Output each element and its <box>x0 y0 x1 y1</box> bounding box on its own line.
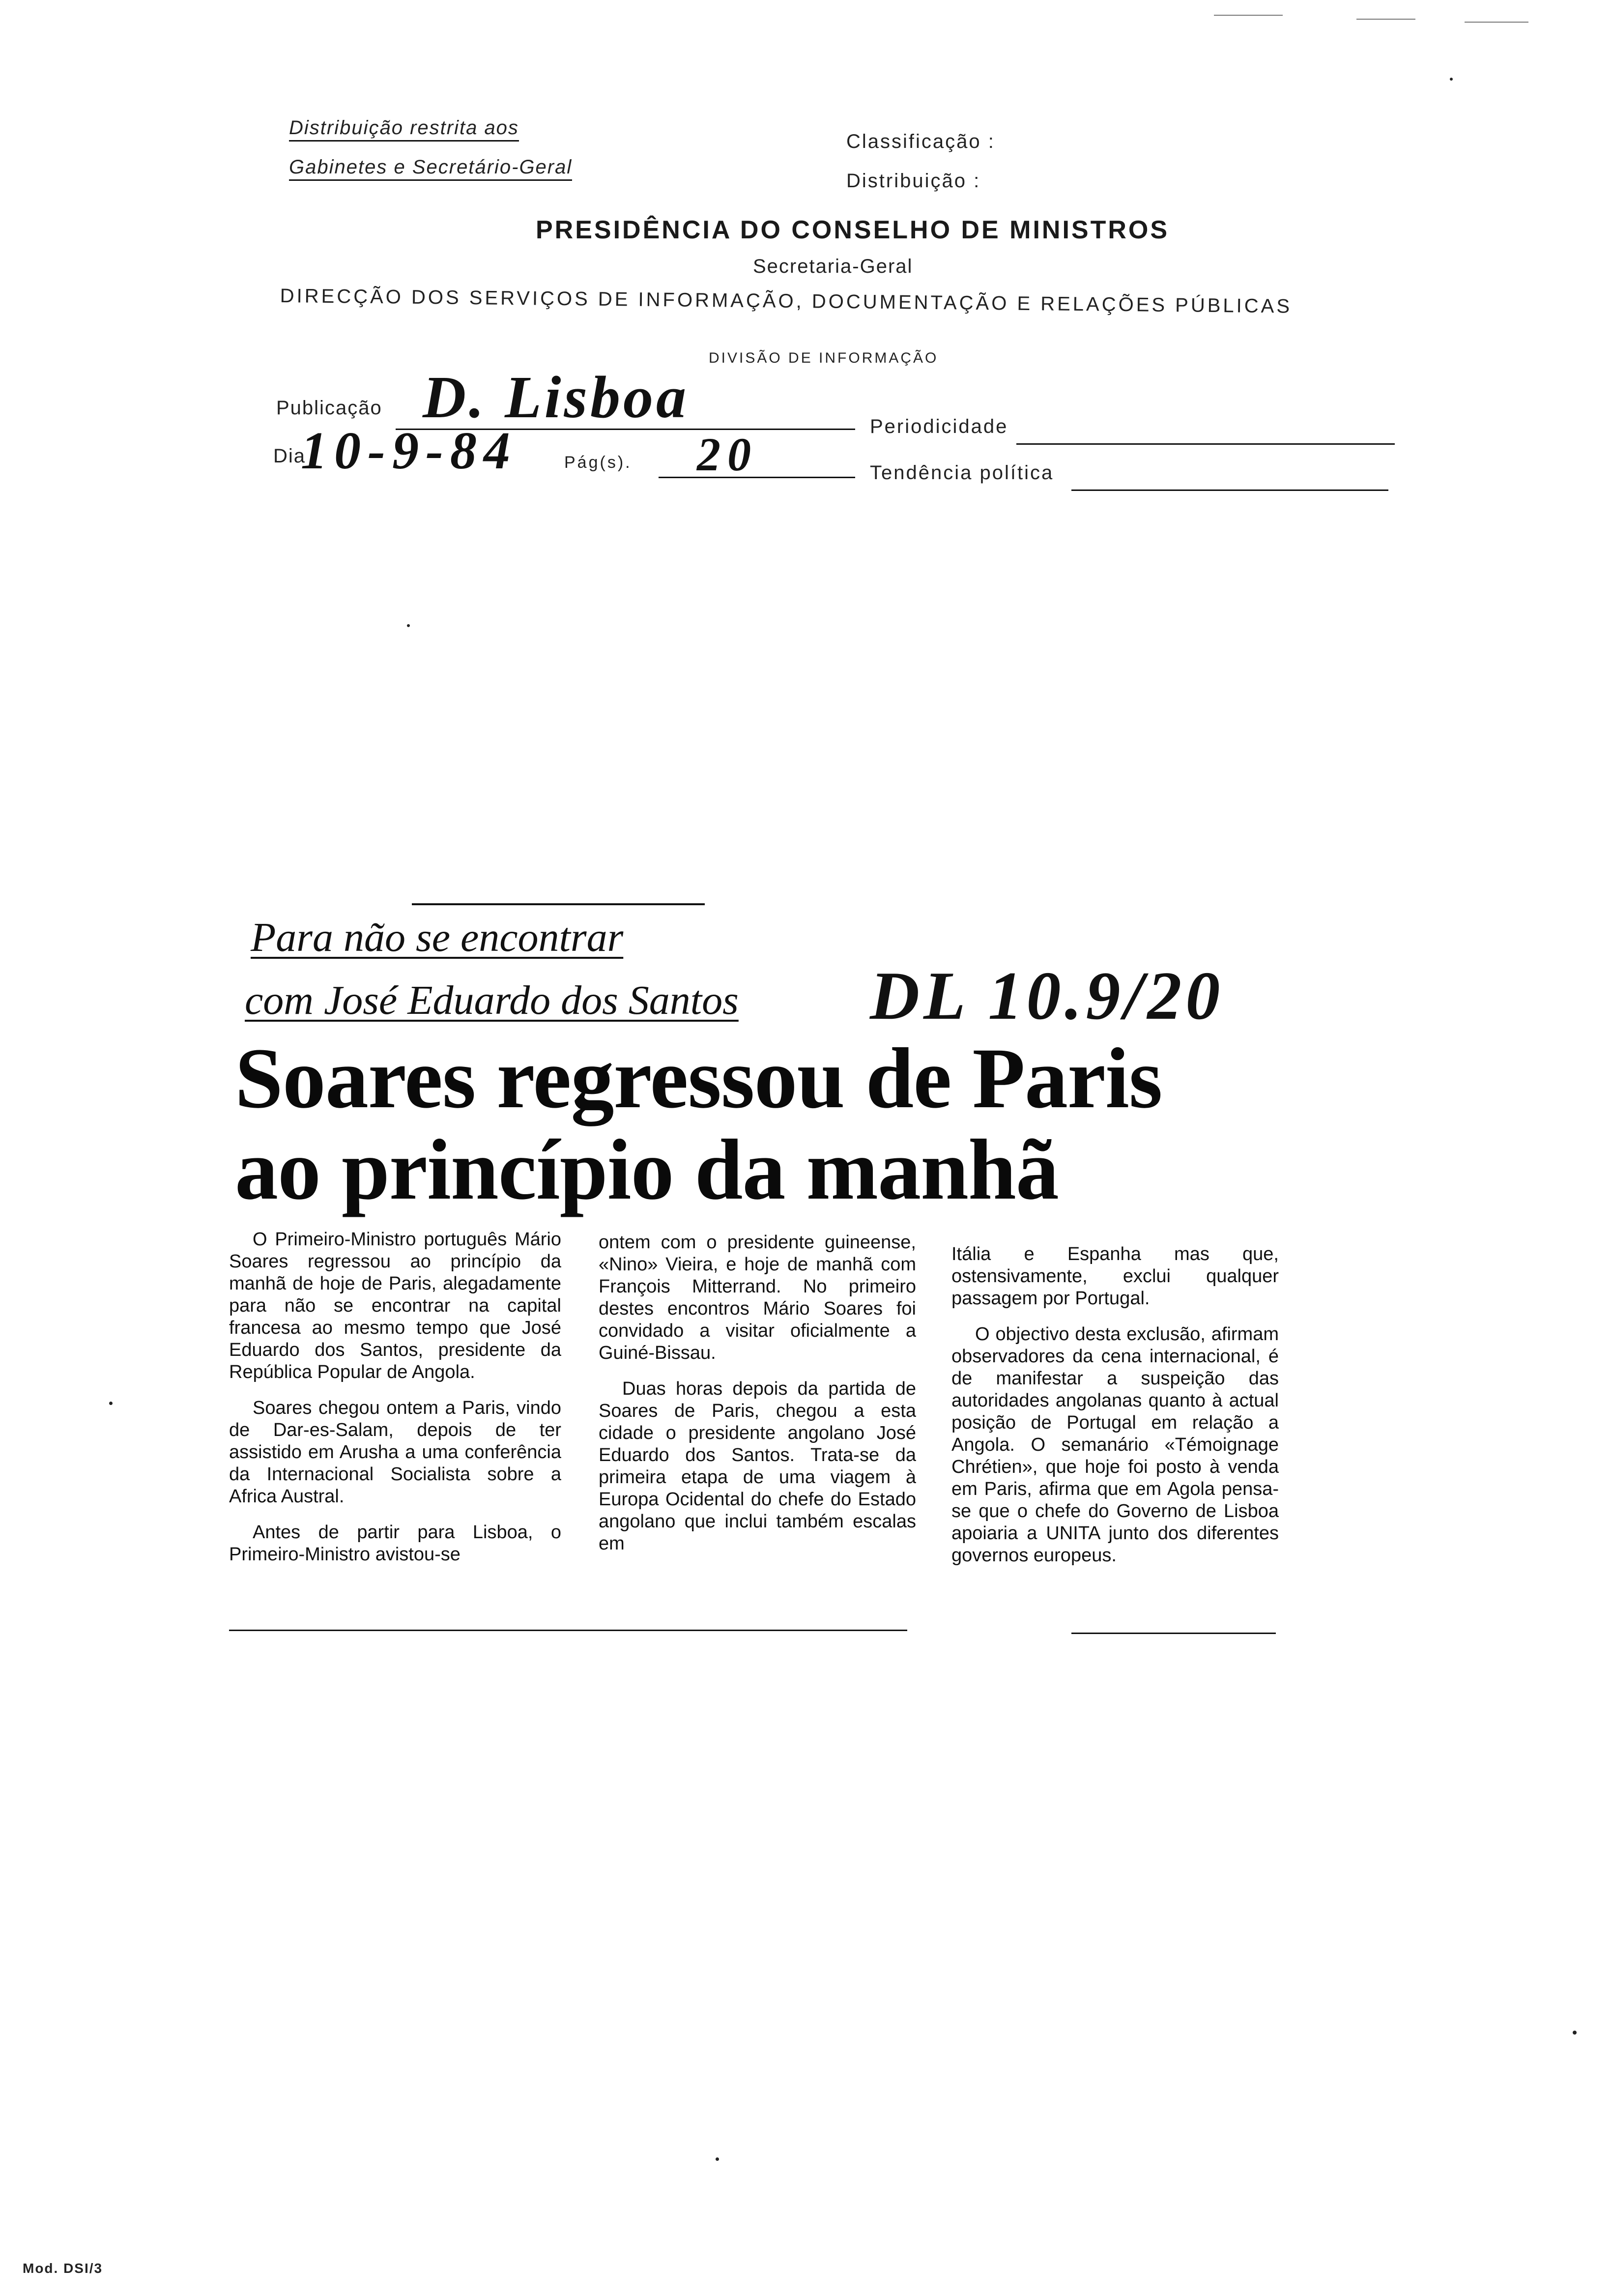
direccao-servicos: DIRECÇÃO DOS SERVIÇOS DE INFORMAÇÃO, DOCUMENTAÇÃO E RELAÇÕES PÚBLICAS <box>280 285 1293 317</box>
presidency-title: PRESIDÊNCIA DO CONSELHO DE MINISTROS <box>536 216 1170 244</box>
dia-label: Dia <box>273 445 306 467</box>
restricted-distribution-line1: Distribuição restrita aos <box>289 117 519 142</box>
col1-paragraph-2: Soares chegou ontem a Paris, vindo de Dar-es-Salam, depois de ter assistido em Arusha a uma conferência da Internacional Socialista sobre a Africa Austral. <box>229 1398 561 1507</box>
divisao-informacao: DIVISÃO DE INFORMAÇÃO <box>709 350 939 366</box>
publicacao-label: Publicação <box>276 397 382 419</box>
headline-line2: ao princípio da manhã <box>235 1122 1059 1218</box>
scan-top-mark <box>1356 19 1415 20</box>
article-column-2 <box>599 1232 916 1569</box>
scan-speck <box>1450 78 1453 81</box>
clipping-bottom-rule-left <box>229 1630 907 1631</box>
scan-speck <box>1573 2031 1577 2035</box>
col2-paragraph-1: ontem com o presidente guineense, «Nino» Vieira, e hoje de manhã com François Mitterrand. No primeiro destes encontros Mário Soares foi convidado a visitar oficialmente a Guiné-Bissau. <box>599 1232 916 1363</box>
scan-speck <box>716 2157 719 2161</box>
tendencia-label: Tendência política <box>870 462 1054 484</box>
col1-paragraph-3: Antes de partir para Lisboa, o Primeiro-Ministro avistou-se <box>229 1522 561 1565</box>
dia-handwritten-value: 10-9-84 <box>301 422 517 480</box>
periodicidade-label: Periodicidade <box>870 416 1008 437</box>
classificacao-label: Classificação : <box>846 131 995 152</box>
tendencia-underline <box>1071 489 1388 491</box>
form-code: Mod. DSI/3 <box>23 2261 103 2276</box>
scan-speck <box>407 624 410 627</box>
publicacao-handwritten-value: D. Lisboa <box>423 364 689 430</box>
scan-top-mark <box>1214 15 1283 16</box>
scan-top-mark <box>1465 22 1528 23</box>
article-column-1 <box>229 1229 561 1579</box>
distribuicao-label: Distribuição : <box>846 170 981 192</box>
secretaria-geral: Secretaria-Geral <box>753 256 913 277</box>
col3-paragraph-1: Itália e Espanha mas que, ostensivamente, exclui qualquer passagem por Portugal. <box>951 1244 1279 1309</box>
headline-line1: Soares regressou de Paris <box>235 1031 1162 1126</box>
handwritten-reference-note: DL 10.9/20 <box>870 958 1224 1034</box>
clipping-bottom-rule-right <box>1071 1633 1276 1634</box>
periodicidade-underline <box>1016 443 1395 445</box>
col1-paragraph-1: O Primeiro-Ministro português Mário Soares regressou ao princípio da manhã de hoje de Paris, alegadamente para não se encontrar na capital francesa ao mesmo tempo que José Eduardo dos Santos, presidente da República Popular de Angola. <box>229 1229 561 1382</box>
pags-handwritten-value: 20 <box>697 428 758 481</box>
pags-underline <box>659 477 855 478</box>
article-column-3 <box>951 1243 1279 1580</box>
kicker-line2: com José Eduardo dos Santos <box>245 977 739 1023</box>
restricted-distribution-line2: Gabinetes e Secretário-Geral <box>289 156 572 181</box>
col2-paragraph-2: Duas horas depois da partida de Soares de Paris, chegou a esta cidade o presidente angolano José Eduardo dos Santos. Trata-se da primeira etapa de uma viagem à Europa Ocidental do chefe do Estado angolano que inclui também escalas em <box>599 1378 916 1554</box>
scan-speck <box>109 1402 113 1405</box>
kicker-line1: Para não se encontrar <box>251 915 624 960</box>
kicker-top-rule <box>412 903 705 905</box>
col3-paragraph-2: O objectivo desta exclusão, afirmam observadores da cena internacional, é de manifestar a suspeição das autoridades angolanas quanto à actual posição de Portugal em relação a Angola. O semanário «Témoignage Chrétien», que hoje foi posto à venda em Paris, afirma que em Agola pensa-se que o chefe do Governo de Lisboa apoiaria a UNITA junto dos diferentes governos europeus. <box>951 1324 1279 1566</box>
pags-label: Pág(s). <box>564 453 632 472</box>
